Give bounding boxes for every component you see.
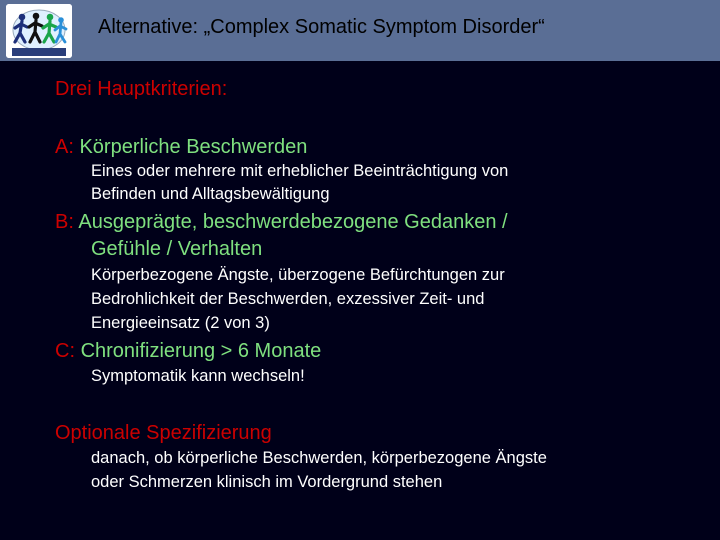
- criterion-letter: C:: [55, 340, 75, 362]
- optional-detail: oder Schmerzen klinisch im Vordergrund stehen: [91, 473, 443, 491]
- intro-text: Drei Hauptkriterien:: [55, 78, 228, 100]
- criterion-detail: Eines oder mehrere mit erheblicher Beeinträchtigung von: [91, 162, 509, 180]
- criterion-letter: B:: [55, 211, 74, 233]
- criterion-title-continued: Gefühle / Verhalten: [91, 238, 263, 260]
- criterion-detail: Befinden und Alltagsbewältigung: [91, 185, 330, 203]
- criterion-c-heading: [55, 340, 321, 363]
- optional-heading: Optionale Spezifizierung: [55, 422, 272, 444]
- criterion-letter: A:: [55, 136, 74, 158]
- criterion-detail: Bedrohlichkeit der Beschwerden, exzessiver Zeit- und: [91, 290, 485, 308]
- criterion-detail: Symptomatik kann wechseln!: [91, 367, 305, 385]
- criterion-detail: Energieeinsatz (2 von 3): [91, 314, 270, 332]
- optional-detail: danach, ob körperliche Beschwerden, körperbezogene Ängste: [91, 449, 547, 467]
- criterion-title: Ausgeprägte, beschwerdebezogene Gedanken /: [78, 211, 508, 233]
- criterion-title: Chronifizierung > 6 Monate: [80, 340, 322, 362]
- criterion-title: Körperliche Beschwerden: [79, 136, 308, 158]
- slide-title: Alternative: „Complex Somatic Symptom Disorder“: [98, 16, 545, 38]
- criterion-b-heading: [55, 211, 508, 234]
- criterion-a-heading: [55, 136, 307, 159]
- criterion-detail: Körperbezogene Ängste, überzogene Befürchtungen zur: [91, 266, 505, 284]
